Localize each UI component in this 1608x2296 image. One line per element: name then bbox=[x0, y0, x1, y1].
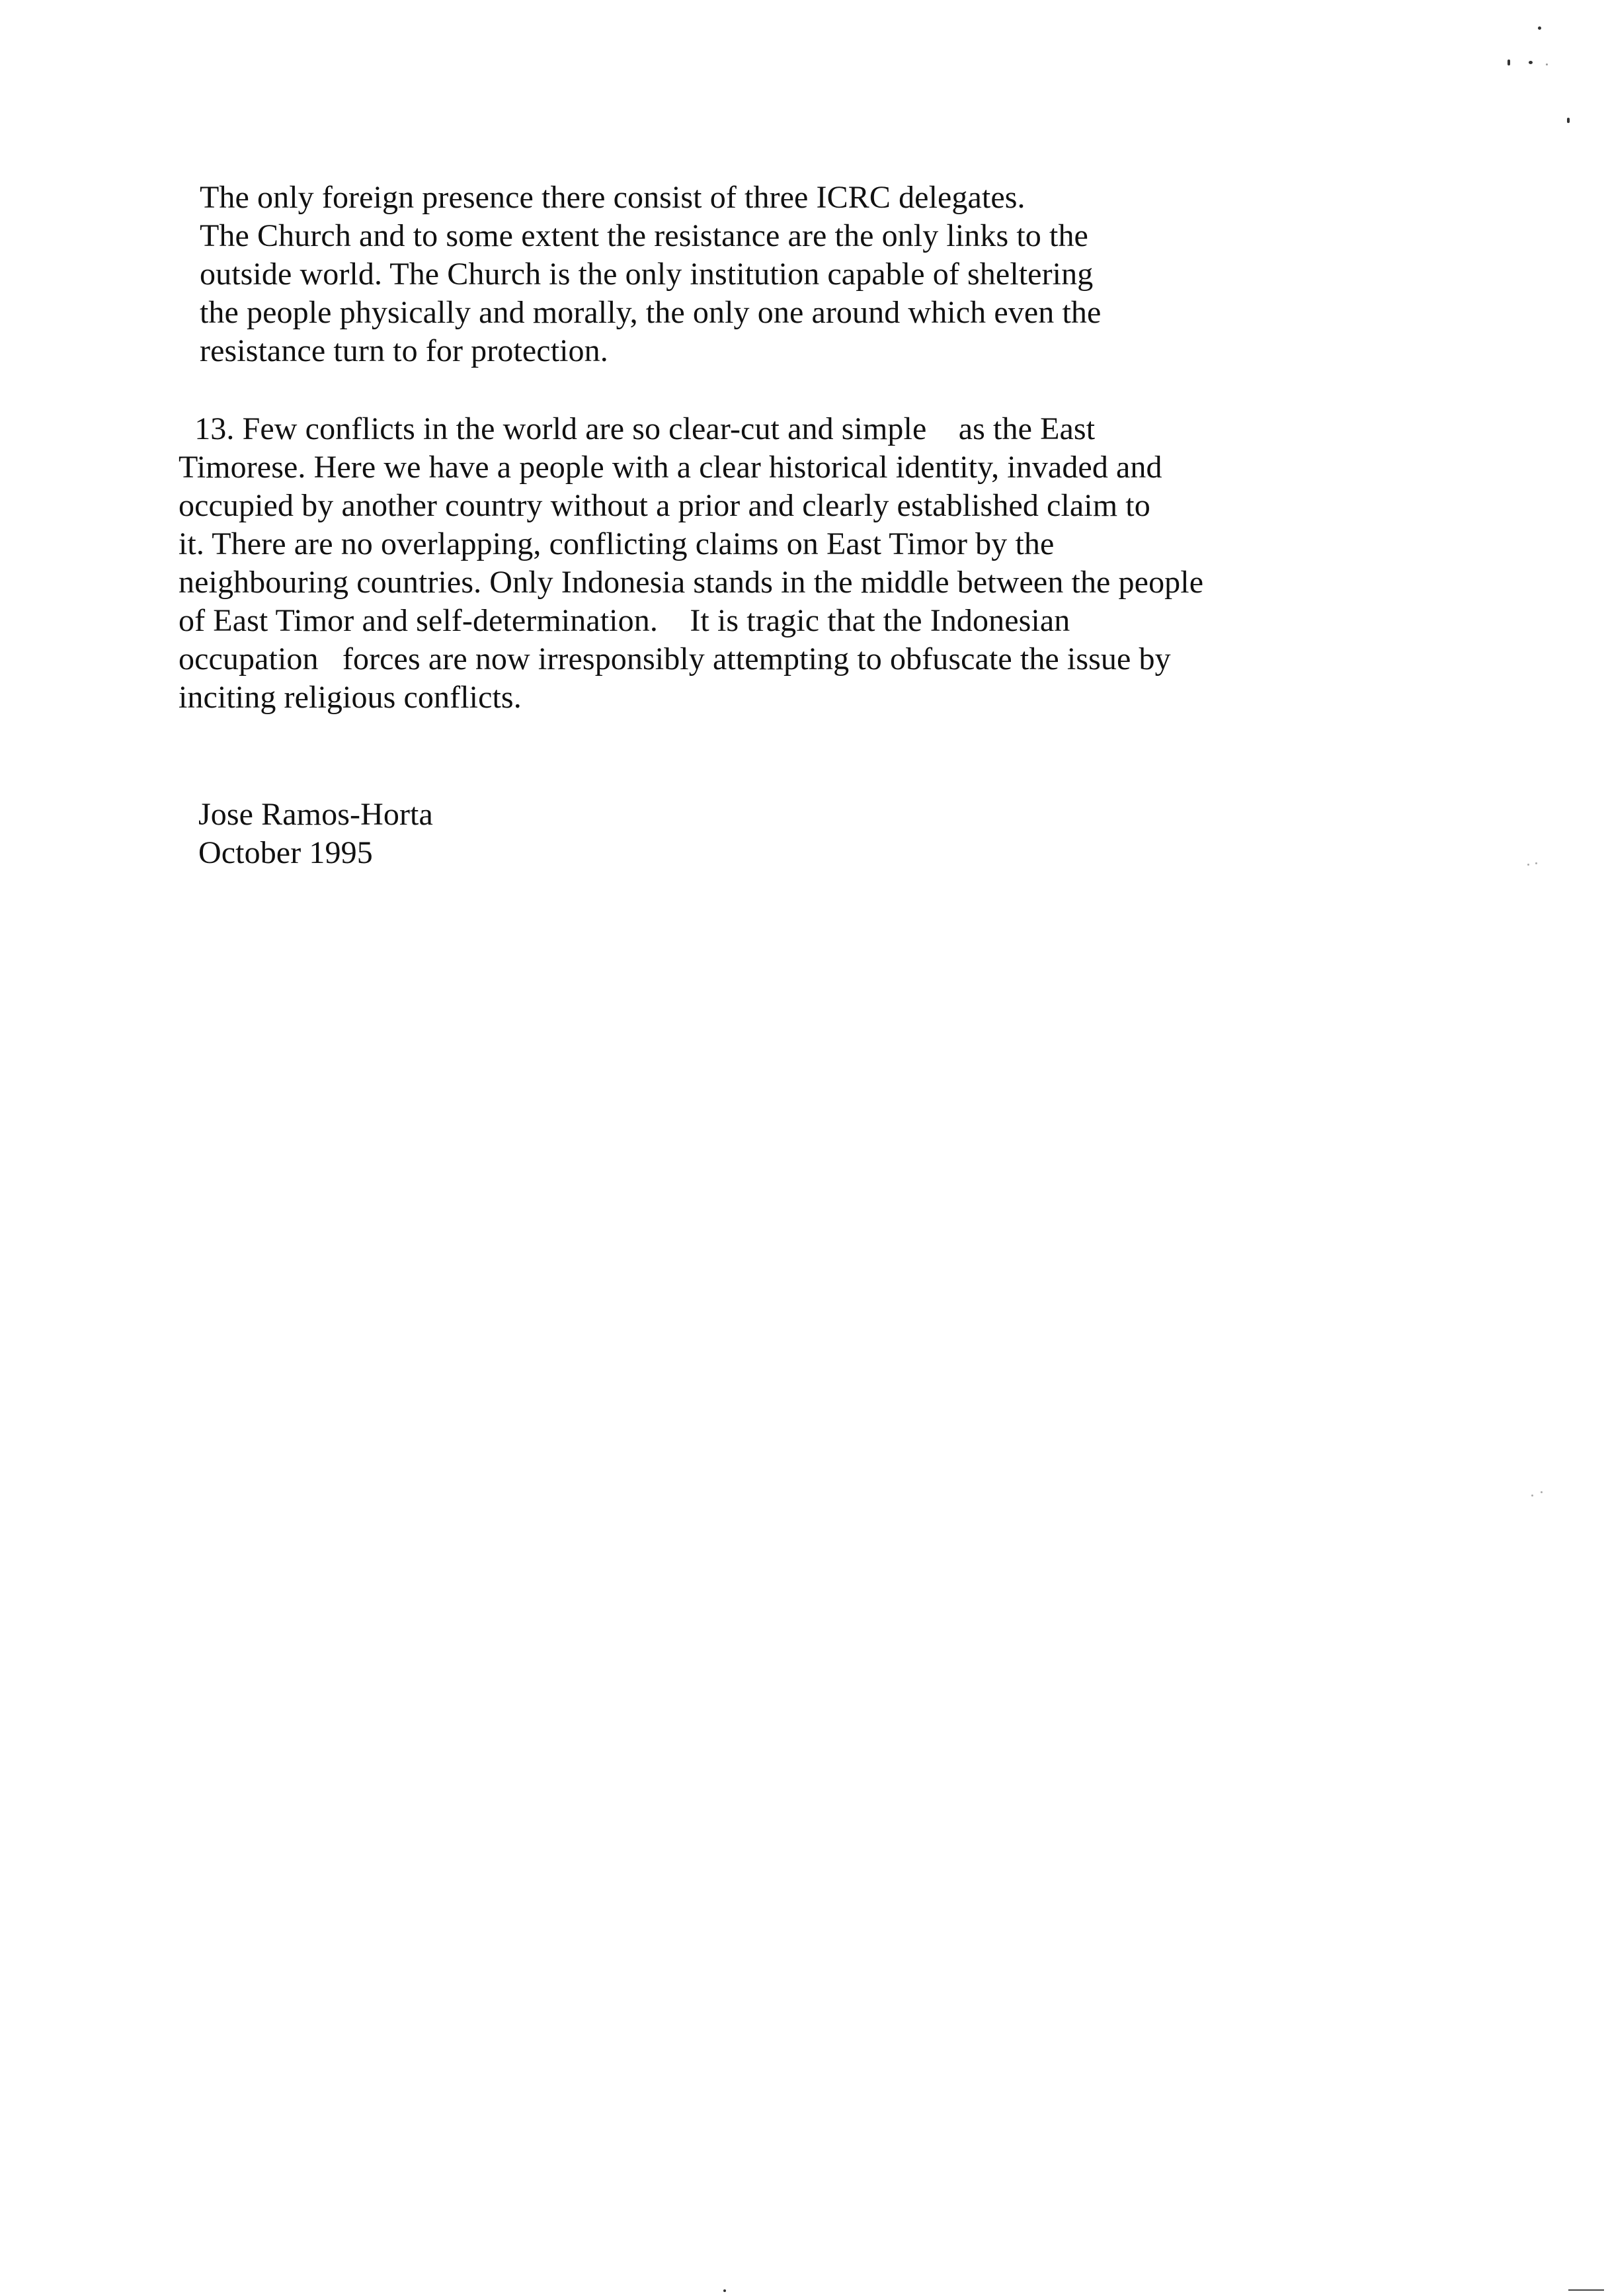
paragraph-2-line: it. There are no overlapping, conflicting claims on East Timor by the bbox=[179, 526, 1055, 561]
paragraph-1-line: The only foreign presence there consist of three ICRC delegates. bbox=[200, 180, 1025, 215]
paragraph-1-line: The Church and to some extent the resistance are the only links to the bbox=[200, 218, 1088, 253]
paragraph-2-line: of East Timor and self-determination. It is tragic that the Indonesian bbox=[179, 603, 1070, 638]
signature-date: October 1995 bbox=[198, 835, 373, 870]
scan-speck bbox=[1508, 60, 1510, 65]
scan-speck bbox=[1541, 1491, 1543, 1493]
scan-speck bbox=[1567, 118, 1570, 123]
paragraph-2-line: occupation forces are now irresponsibly attempting to obfuscate the issue by bbox=[179, 641, 1171, 676]
signature-block bbox=[198, 796, 433, 872]
paragraph-2-line: 13. Few conflicts in the world are so clear-cut and simple as the East bbox=[179, 411, 1096, 446]
paragraph-1 bbox=[200, 179, 1101, 370]
paragraph-1-line: outside world. The Church is the only institution capable of sheltering bbox=[200, 257, 1094, 292]
paragraph-2-line: neighbouring countries. Only Indonesia stands in the middle between the people bbox=[179, 565, 1204, 600]
signature-name: Jose Ramos-Horta bbox=[198, 797, 433, 832]
scan-speck bbox=[1546, 63, 1548, 65]
scan-speck bbox=[1529, 61, 1533, 64]
scan-dash bbox=[1568, 2289, 1604, 2291]
paragraph-2 bbox=[179, 410, 1203, 717]
paragraph-2-line: occupied by another country without a prior and clearly established claim to bbox=[179, 488, 1150, 523]
paragraph-1-line: the people physically and morally, the only one around which even the bbox=[200, 295, 1102, 330]
scan-speck bbox=[1538, 26, 1541, 30]
scan-speck bbox=[1527, 864, 1529, 866]
scan-speck bbox=[1531, 1495, 1533, 1496]
scan-speck bbox=[723, 2289, 726, 2292]
paragraph-2-line: Timorese. Here we have a people with a clear historical identity, invaded and bbox=[179, 450, 1162, 485]
scan-speck bbox=[1535, 862, 1537, 864]
paragraph-2-line: inciting religious conflicts. bbox=[179, 680, 522, 715]
paragraph-1-line: resistance turn to for protection. bbox=[200, 333, 608, 368]
